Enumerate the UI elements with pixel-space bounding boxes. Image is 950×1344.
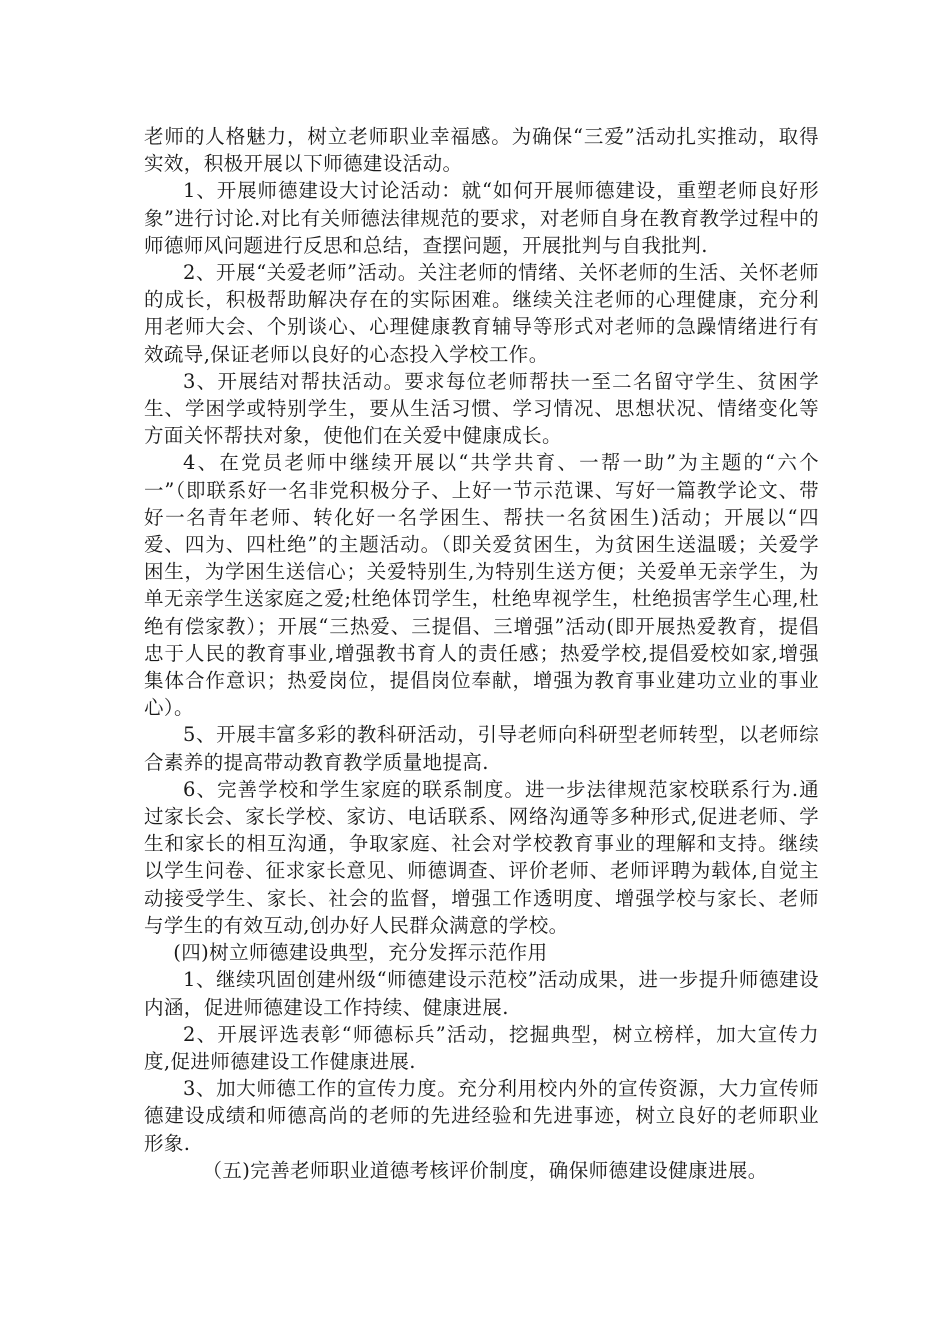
paragraph-section4-item-3: 3、加大师德工作的宣传力度。充分利用校内外的宣传资源，大力宣传师德建设成绩和师德高尚的老师的先进经验和先进事迹，树立良好的老师职业形象. bbox=[144, 1077, 819, 1155]
paragraph-item-3: 3、开展结对帮扶活动。要求每位老师帮扶一至二名留守学生、贫困学生、学困学或特别学生，要从生活习惯、学习情况、思想状况、情绪变化等方面关怀帮扶对象，使他们在关爱中健康成长。 bbox=[144, 369, 819, 448]
paragraph-item-1: 1、开展师德建设大讨论活动：就“如何开展师德建设，重塑老师良好形象”进行讨论.对比有关师德法律规范的要求，对老师自身在教育教学过程中的师德师风问题进行反思和总结，查摆问题，开展批判与自我批判. bbox=[144, 179, 819, 257]
paragraph-item-6: 6、完善学校和学生家庭的联系制度。进一步法律规范家校联系行为.通过家长会、家长学校、家访、电话联系、网络沟通等多种形式,促进老师、学生和家长的相互沟通，争取家庭、社会对学校教育事业的理解和支持。继续以学生问卷、征求家长意见、师德调查、评价老师、老师评聘为载体,自觉主动接受学生、家长、社会的监督，增强工作透明度、增强学校与家长、老师与学生的有效互动,创办好人民群众满意的学校。 bbox=[144, 777, 819, 937]
document-page bbox=[144, 123, 819, 1184]
paragraph-section4-item-1: 1、继续巩固创建州级“师德建设示范校”活动成果，进一步提升师德建设内涵，促进师德建设工作持续、健康进展. bbox=[144, 968, 819, 1019]
section-heading-4: (四)树立师德建设典型，充分发挥示范作用 bbox=[173, 941, 548, 965]
paragraph-item-2: 2、开展“关爱老师”活动。关注老师的情绪、关怀老师的生活、关怀老师的成长，积极帮助解决存在的实际困难。继续关注老师的心理健康，充分利用老师大会、个别谈心、心理健康教育辅导等形式对老师的急躁情绪进行有效疏导,保证老师以良好的心态投入学校工作。 bbox=[144, 261, 819, 366]
paragraph-section4-item-2: 2、开展评选表彰“师德标兵”活动，挖掘典型，树立榜样，加大宣传力度,促进师德建设工作健康进展. bbox=[144, 1022, 819, 1073]
paragraph-item-4: 4、在党员老师中继续开展以“共学共育、一帮一助”为主题的“六个一”（即联系好一名非党积极分子、上好一节示范课、写好一篇教学论文、带好一名青年老师、转化好一名学困生、帮扶一名贫困生)活动；开展以“四爱、四为、四杜绝”的主题活动。（即关爱贫困生，为贫困生送温暖；关爱学困生，为学困生送信心；关爱特别生,为特别生送方便；关爱单无亲学生，为单无亲学生送家庭之爱;杜绝体罚学生，杜绝卑视学生，杜绝损害学生心理,杜绝有偿家教）；开展“三热爱、三提倡、三增强”活动(即开展热爱教育，提倡忠于人民的教育事业,增强教书育人的责任感；热爱学校,提倡爱校如家,增强集体合作意识；热爱岗位，提倡岗位奉献，增强为教育事业建功立业的事业心）。 bbox=[144, 451, 819, 720]
paragraph-intro: 老师的人格魅力，树立老师职业幸福感。为确保“三爱”活动扎实推动，取得实效，积极开展以下师德建设活动。 bbox=[144, 125, 819, 176]
paragraph-item-5: 5、开展丰富多彩的教科研活动，引导老师向科研型老师转型，以老师综合素养的提高带动教育教学质量地提高. bbox=[144, 723, 819, 774]
section-heading-5: （五)完善老师职业道德考核评价制度，确保师德建设健康进展。 bbox=[202, 1158, 768, 1182]
